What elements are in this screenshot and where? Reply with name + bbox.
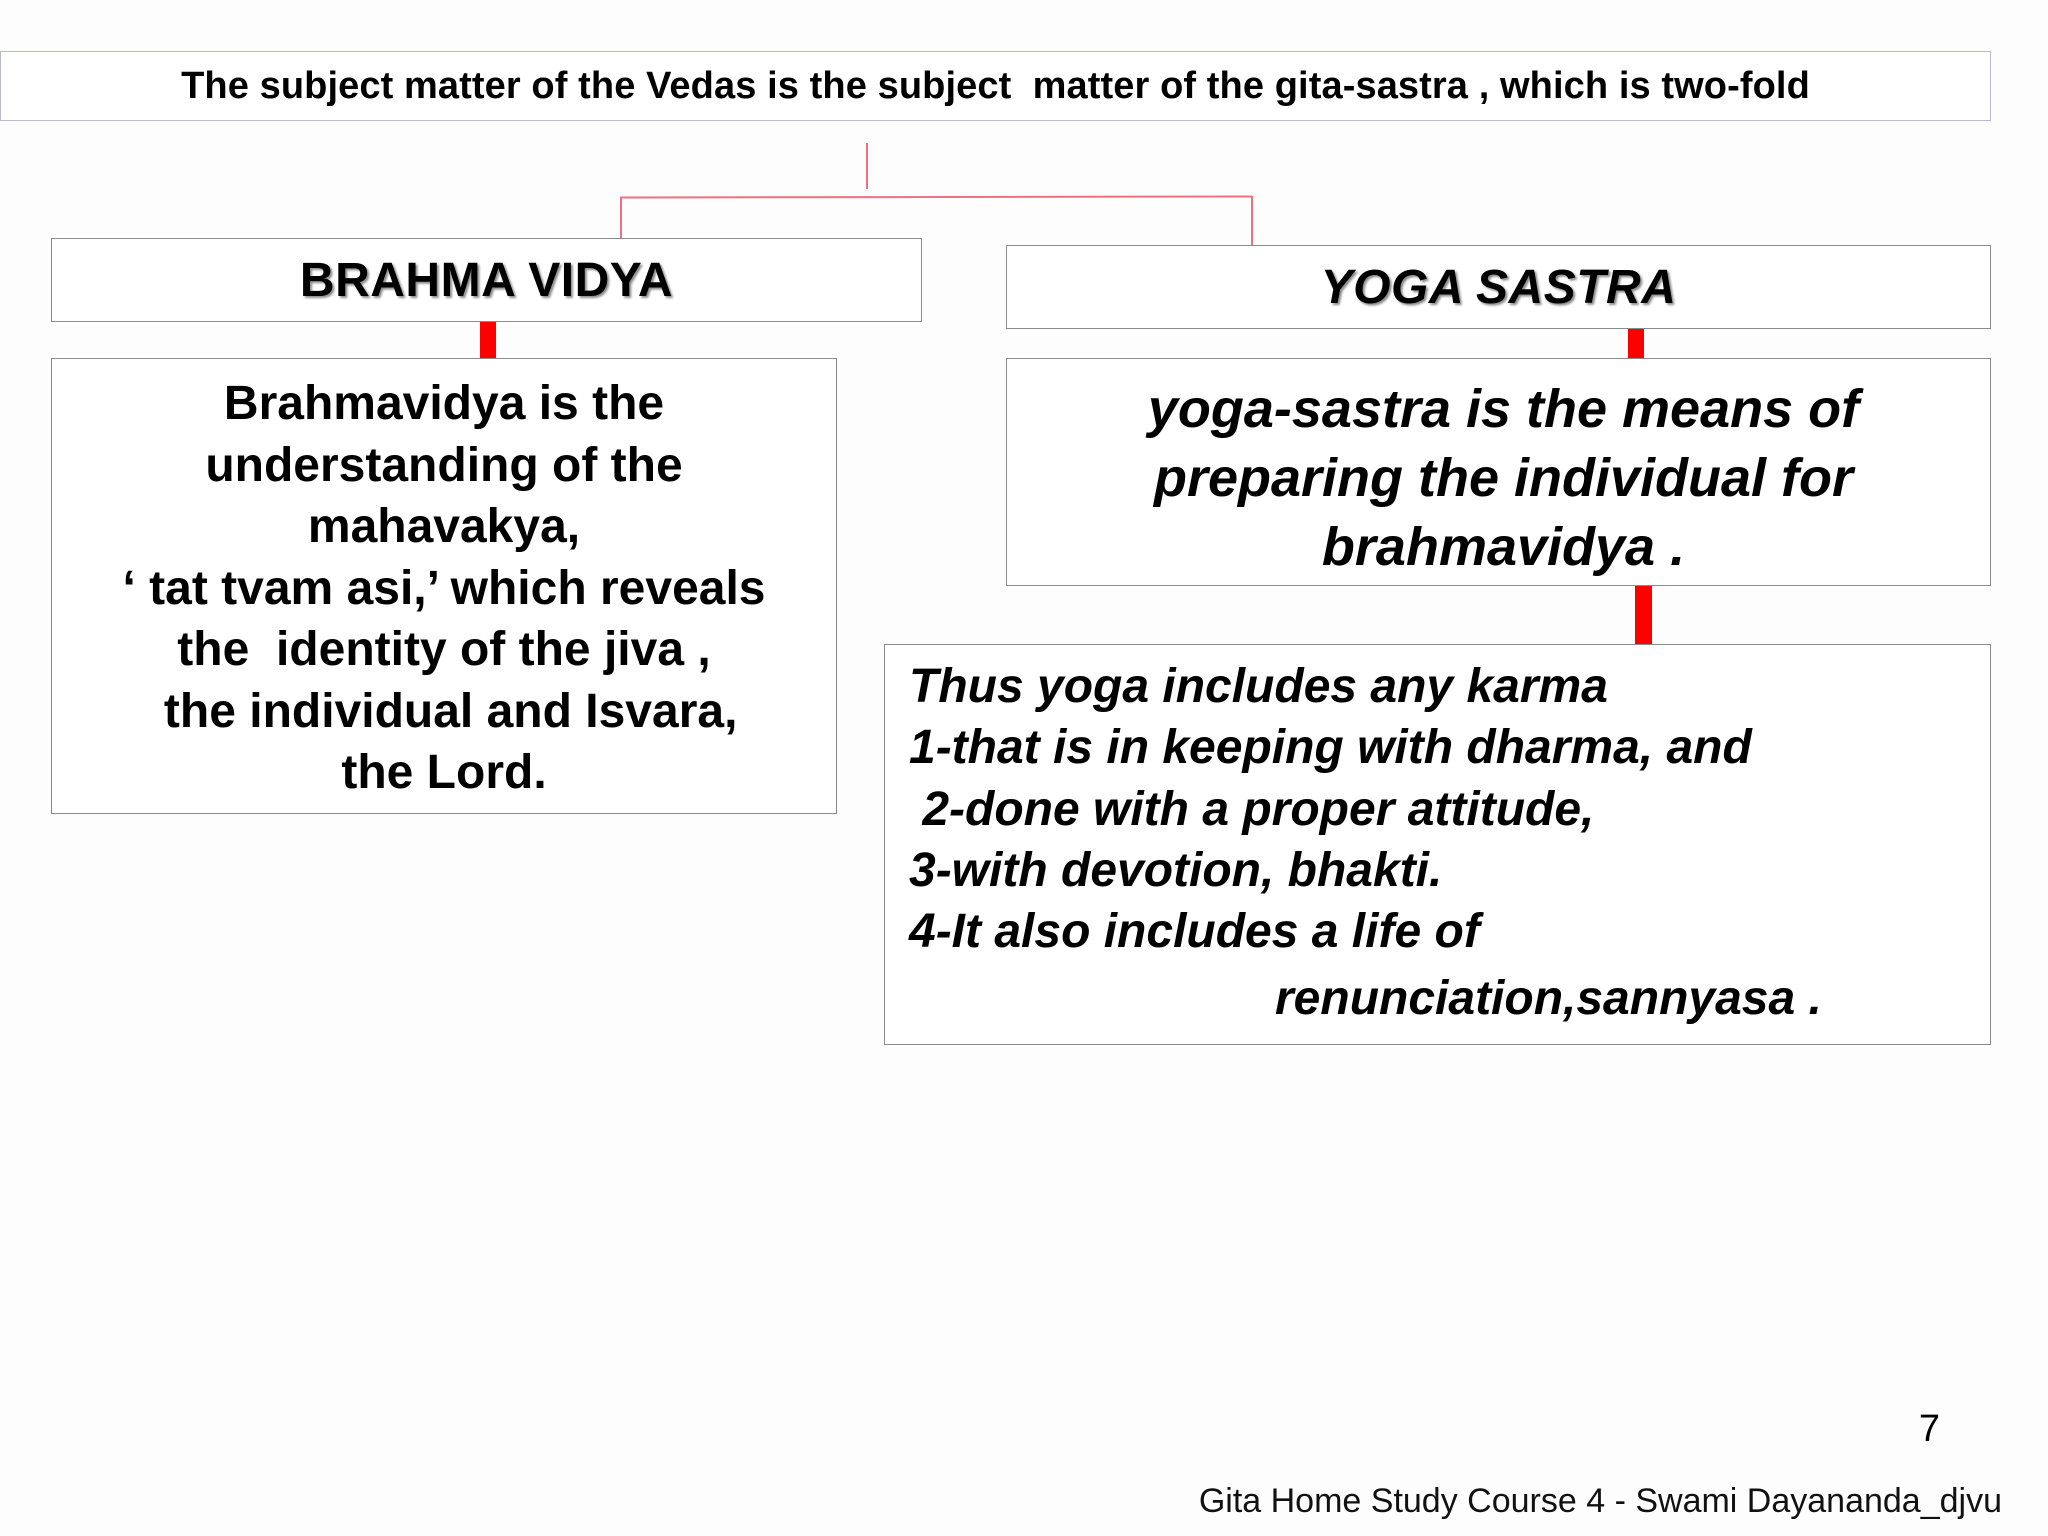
brahma-vidya-definition: Brahmavidya is the understanding of the mahavakya, ‘ tat tvam asi,’ which reveals the identity of the jiva , the individual and Isvara, the Lord. xyxy=(122,377,766,799)
yoga-sastra-definition-box xyxy=(1006,358,1991,586)
connector-yoga-details xyxy=(1635,586,1652,644)
yoga-details-box xyxy=(884,644,1991,1045)
connector-brahma-vidya xyxy=(480,322,496,358)
yoga-detail-line: 3-with devotion, bhakti. xyxy=(909,844,1443,897)
yoga-detail-line: 1-that is in keeping with dharma, and xyxy=(909,721,1752,774)
yoga-sastra-heading-box xyxy=(1006,245,1991,329)
yoga-detail-line: Thus yoga includes any karma xyxy=(909,660,1608,713)
yoga-detail-line: 2-done with a proper attitude, xyxy=(909,783,1595,836)
main-topic-text: The subject matter of the Vedas is the subject matter of the gita-sastra , which is two-fold xyxy=(181,64,1810,107)
yoga-sastra-definition: yoga-sastra is the means of preparing the individual for brahmavidya . xyxy=(1147,379,1860,577)
connector-yoga-sastra xyxy=(1628,329,1644,358)
page-number: 7 xyxy=(1918,1408,1940,1450)
brahma-vidya-heading: BRAHMA VIDYA xyxy=(299,253,674,307)
yoga-detail-line: 4-It also includes a life of xyxy=(909,905,1480,958)
main-topic-box xyxy=(0,51,1991,121)
footer-source: Gita Home Study Course 4 - Swami Dayananda_djvu xyxy=(1198,1482,2002,1520)
connector-crossbar xyxy=(620,195,1252,198)
connector-right-drop xyxy=(1251,196,1253,246)
brahma-vidya-heading-box xyxy=(51,238,922,322)
connector-left-drop xyxy=(620,198,622,240)
connector-trunk xyxy=(866,143,868,189)
yoga-sastra-heading: YOGA SASTRA xyxy=(1320,260,1677,314)
yoga-detail-line: renunciation,sannyasa . xyxy=(1275,972,1822,1025)
brahma-vidya-definition-box xyxy=(51,358,837,814)
